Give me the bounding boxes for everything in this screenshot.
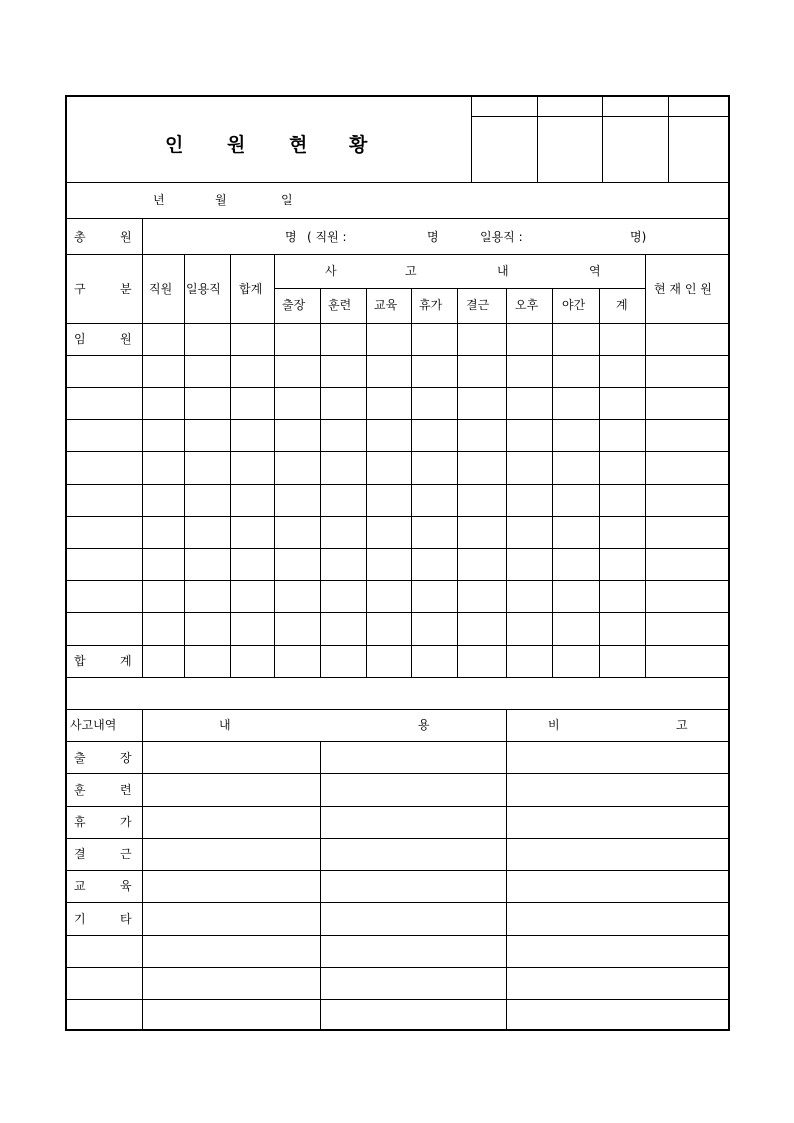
staff-count-label: ( 직원 :: [307, 230, 347, 244]
absence-header: 내: [497, 264, 509, 278]
absence-header: 역: [589, 264, 601, 278]
title-char: 원: [227, 134, 246, 156]
daily-count-unit: 명): [630, 230, 647, 244]
officer-row-label: 원: [120, 332, 132, 346]
detail-row-label: 기: [74, 912, 86, 926]
detail-row-label: 휴: [74, 815, 86, 829]
month-label: 월: [215, 193, 227, 207]
detail-row-label: 훈: [74, 783, 86, 797]
category-header: 분: [120, 282, 132, 296]
total-row-label: 합: [74, 654, 86, 668]
note-header: 고: [676, 718, 688, 732]
absence-col-header: 오후: [515, 298, 539, 312]
daily-count-label: 일용직 :: [480, 230, 523, 244]
staff-count-unit: 명: [427, 230, 439, 244]
absence-col-header: 결근: [466, 298, 490, 312]
incident-type-header: 사고내역: [70, 718, 117, 732]
detail-row-label: 장: [120, 751, 132, 765]
absence-header: 고: [405, 264, 417, 278]
total-label: 원: [120, 230, 132, 244]
total-label: 총: [74, 230, 86, 244]
detail-row-label: 근: [120, 847, 132, 861]
sum-header: 합계: [239, 282, 263, 296]
absence-col-header: 교육: [374, 298, 398, 312]
day-label: 일: [281, 193, 293, 207]
detail-row-label: 출: [74, 751, 86, 765]
note-header: 비: [548, 718, 560, 732]
detail-row-label: 결: [74, 847, 86, 861]
title-char: 현: [289, 134, 308, 156]
detail-row-label: 교: [74, 879, 86, 893]
title-char: 황: [349, 134, 368, 156]
absence-header: 사: [325, 264, 337, 278]
detail-row-label: 타: [120, 912, 132, 926]
staff-header: 직원: [149, 282, 173, 296]
detail-row-label: 가: [120, 815, 132, 829]
total-row-label: 계: [120, 654, 132, 668]
absence-col-header: 훈련: [328, 298, 352, 312]
people-unit: 명: [285, 230, 297, 244]
absence-col-header: 휴가: [419, 298, 443, 312]
title-char: 인: [165, 134, 184, 156]
detail-row-label: 육: [120, 879, 132, 893]
content-header: 내: [219, 718, 231, 732]
content-header: 용: [418, 718, 430, 732]
officer-row-label: 임: [74, 332, 86, 346]
absence-col-header: 출장: [282, 298, 306, 312]
detail-row-label: 련: [120, 783, 132, 797]
category-header: 구: [74, 282, 86, 296]
daily-header: 일용직: [186, 282, 221, 296]
absence-col-header: 야간: [562, 298, 586, 312]
absence-col-header: 계: [616, 298, 628, 312]
year-label: 년: [153, 193, 165, 207]
current-headcount-header: 현 재 인 원: [654, 282, 712, 296]
